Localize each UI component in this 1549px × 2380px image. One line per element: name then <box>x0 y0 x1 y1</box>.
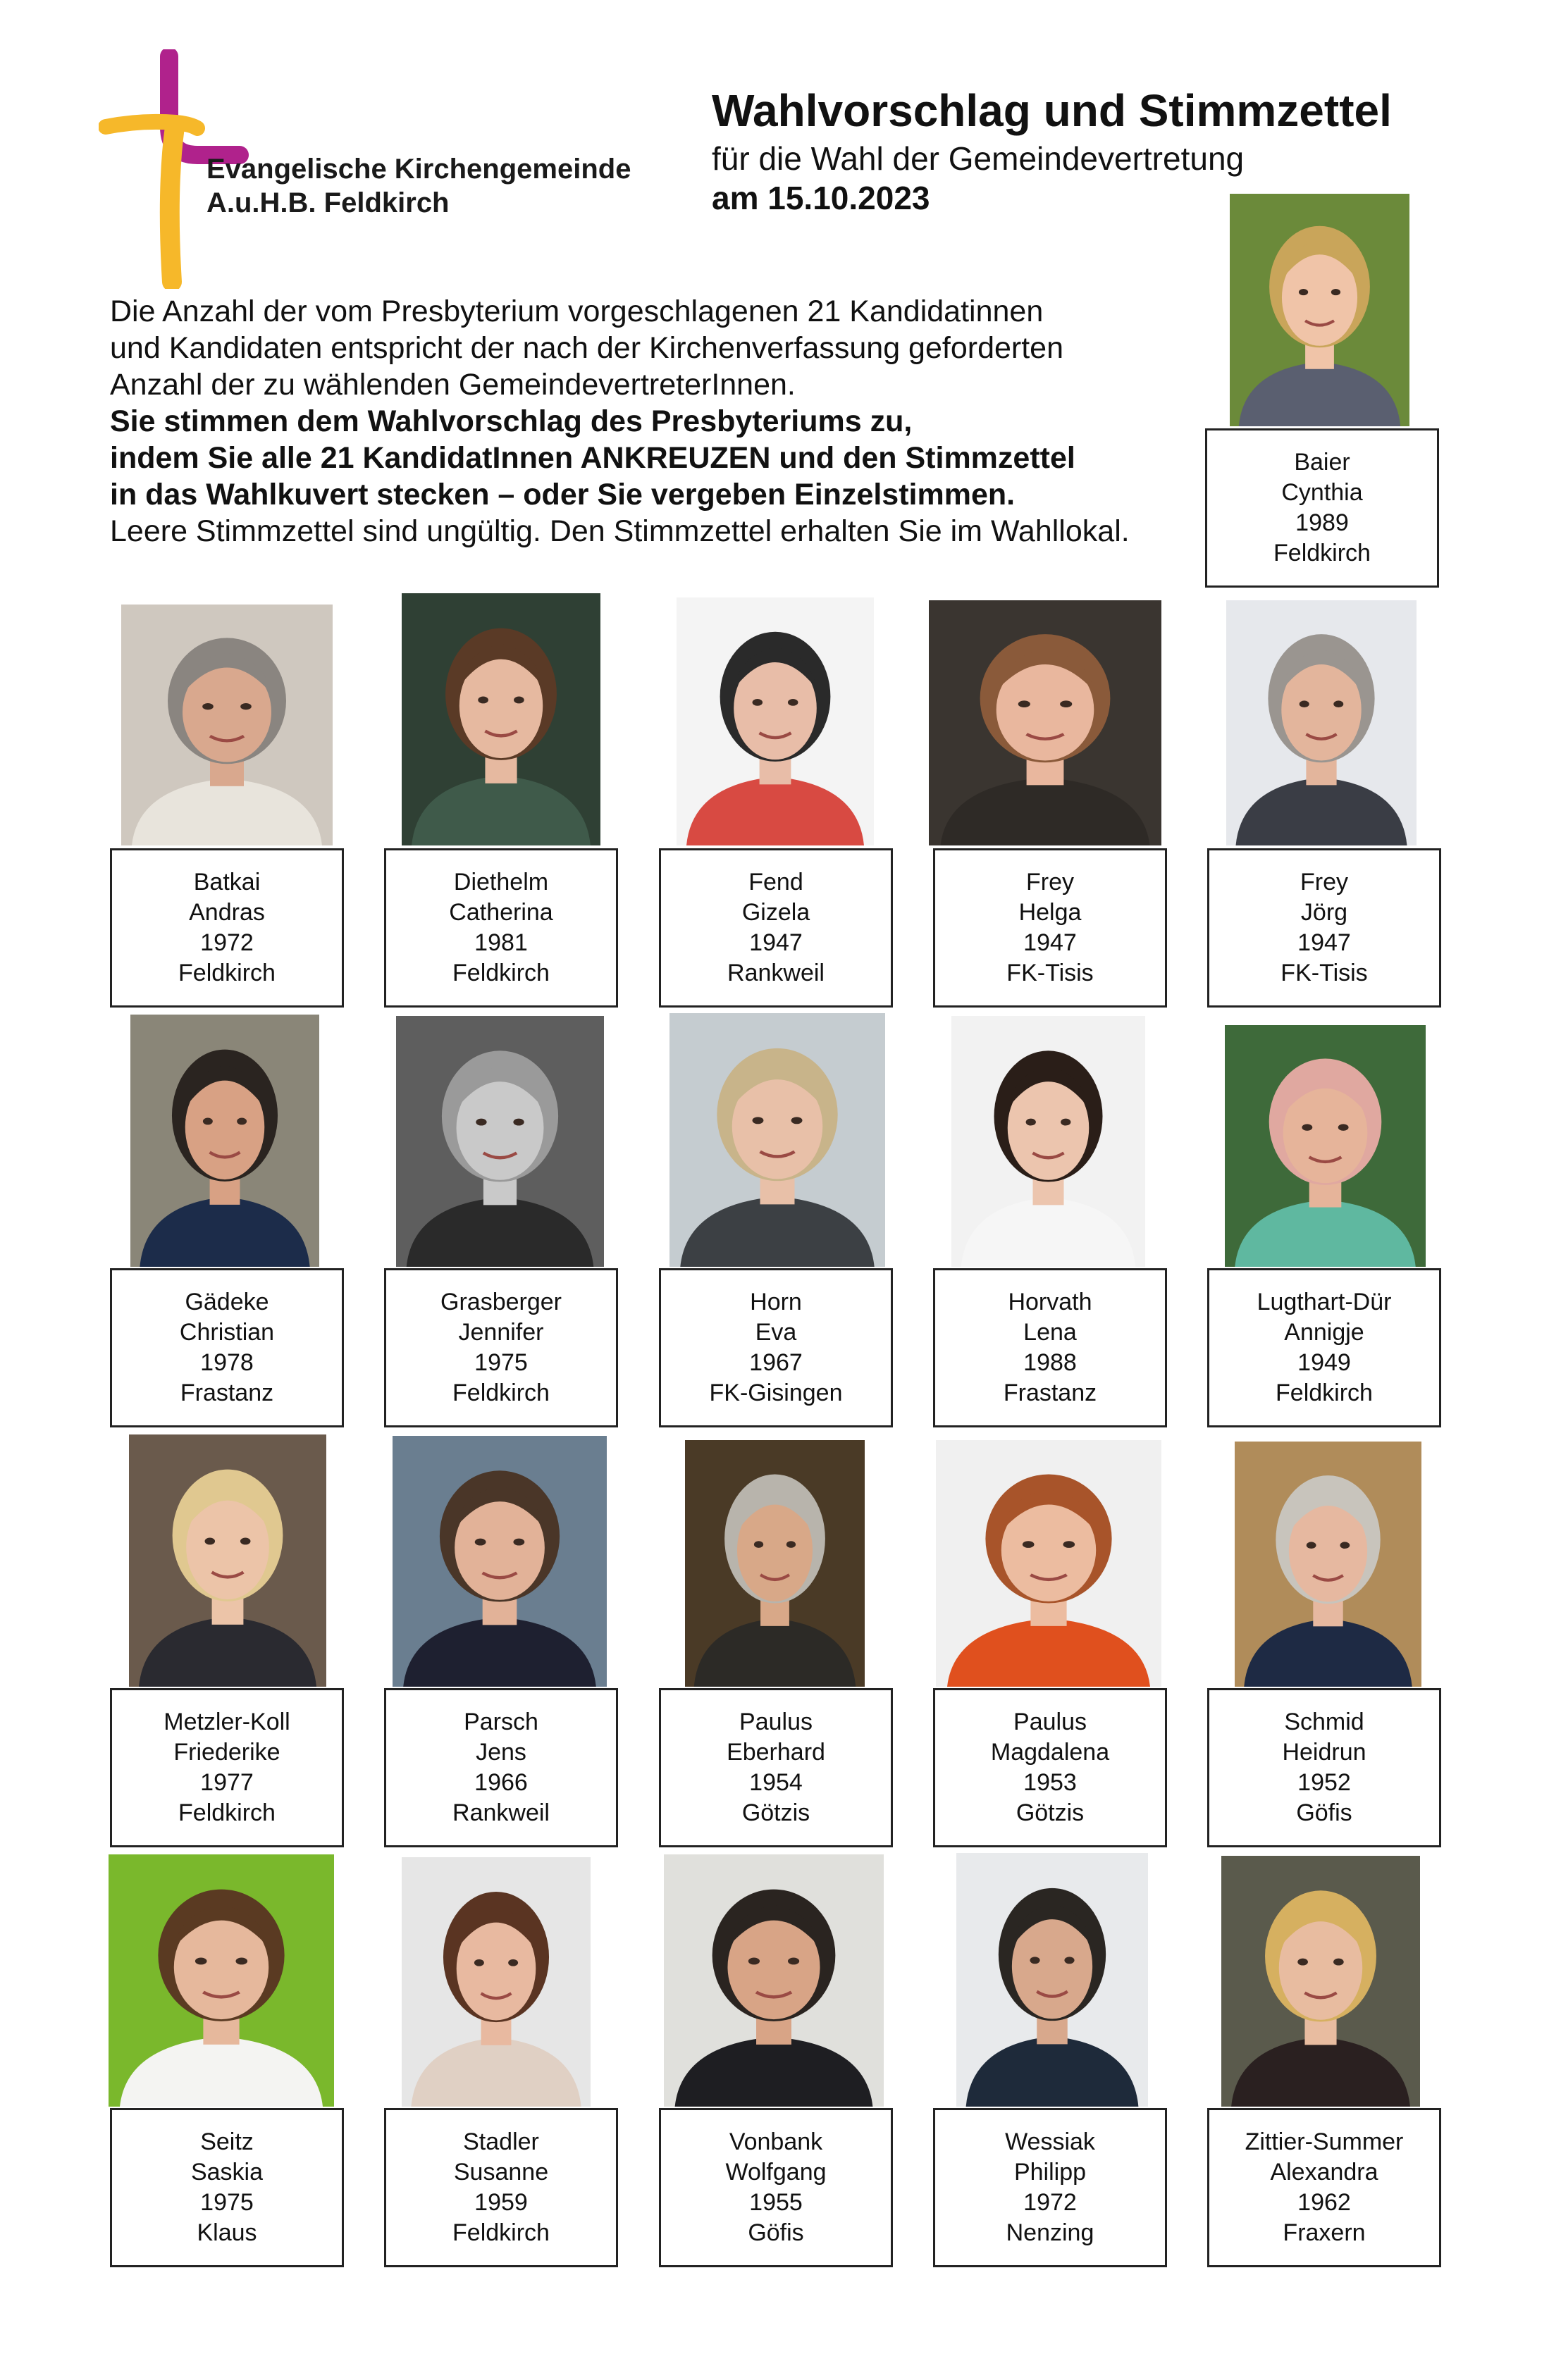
candidate-name-box[interactable] <box>1207 848 1441 1008</box>
candidate-name-box[interactable] <box>1207 2108 1441 2267</box>
candidate-name-box[interactable] <box>659 848 893 1008</box>
intro-line: Die Anzahl der vom Presbyterium vorgeschlagenen 21 Kandidatinnen <box>110 295 1044 328</box>
candidate-photo <box>1221 1856 1420 2107</box>
portrait-icon <box>109 1854 334 2107</box>
organization-name <box>206 152 631 220</box>
candidate-photo <box>121 605 333 845</box>
candidate-name-box[interactable] <box>659 1688 893 1847</box>
candidate-birth-year: 1972 <box>200 929 254 956</box>
candidate-photo <box>402 593 600 845</box>
candidate-place: Feldkirch <box>1273 540 1371 566</box>
candidate-first-name: Magdalena <box>990 1739 1110 1766</box>
candidate-photo <box>929 600 1161 845</box>
candidate-first-name: Helga <box>1018 899 1082 926</box>
portrait-icon <box>929 600 1161 845</box>
candidate-name-box[interactable] <box>384 2108 618 2267</box>
candidate-name-box[interactable] <box>110 848 344 1008</box>
portrait-icon <box>1230 194 1409 426</box>
election-date: am 15.10.2023 <box>712 180 930 216</box>
portrait-icon <box>936 1440 1161 1687</box>
intro-bold-line: Sie stimmen dem Wahlvorschlag des Presbyteriums zu, <box>110 404 913 438</box>
candidate-last-name: Frey <box>1300 869 1348 895</box>
candidate-name-box[interactable] <box>1207 1268 1441 1427</box>
intro-bold-line: in das Wahlkuvert stecken – oder Sie vergeben Einzelstimmen. <box>110 478 1016 512</box>
candidate-place: FK-Tisis <box>1280 960 1368 986</box>
candidate-place: FK-Gisingen <box>709 1380 843 1406</box>
candidate-last-name: Grasberger <box>440 1289 562 1315</box>
candidate-birth-year: 1988 <box>1023 1349 1077 1376</box>
candidate-last-name: Schmid <box>1284 1709 1364 1735</box>
candidate-name-box[interactable] <box>384 1268 618 1427</box>
candidate-place: Rankweil <box>727 960 825 986</box>
candidate-first-name: Friederike <box>173 1739 280 1766</box>
candidate-birth-year: 1955 <box>749 2189 803 2216</box>
candidate-birth-year: 1952 <box>1297 1769 1351 1796</box>
candidate-photo <box>1226 600 1417 845</box>
portrait-icon <box>121 605 333 845</box>
candidate-place: Nenzing <box>1006 2219 1094 2246</box>
candidate-name-box[interactable] <box>933 848 1167 1008</box>
intro-line: Anzahl der zu wählenden GemeindevertreterInnen. <box>110 368 796 402</box>
candidate-first-name: Alexandra <box>1270 2159 1378 2186</box>
candidate-last-name: Lugthart-Dür <box>1257 1289 1392 1315</box>
page-title: Wahlvorschlag und Stimmzettel <box>712 85 1392 136</box>
candidate-photo <box>396 1016 604 1267</box>
candidate-first-name: Lena <box>1023 1319 1077 1346</box>
candidate-first-name: Andras <box>189 899 265 926</box>
org-line-2: A.u.H.B. Feldkirch <box>206 187 450 218</box>
candidate-photo <box>393 1436 607 1687</box>
portrait-icon <box>664 1854 884 2107</box>
candidate-birth-year: 1962 <box>1297 2189 1351 2216</box>
candidate-first-name: Jennifer <box>458 1319 544 1346</box>
candidate-place: Feldkirch <box>452 2219 550 2246</box>
candidate-last-name: Gädeke <box>185 1289 269 1315</box>
candidate-place: Göfis <box>748 2219 804 2246</box>
candidate-photo <box>685 1440 865 1687</box>
candidate-last-name: Metzler-Koll <box>163 1709 290 1735</box>
candidate-name-box[interactable] <box>110 1688 344 1847</box>
candidate-last-name: Parsch <box>464 1709 538 1735</box>
candidate-name-box[interactable] <box>1205 428 1439 588</box>
candidate-first-name: Saskia <box>190 2159 264 2186</box>
candidate-last-name: Batkai <box>193 869 261 895</box>
candidate-birth-year: 1947 <box>1297 929 1351 956</box>
candidate-photo <box>129 1434 326 1687</box>
candidate-last-name: Frey <box>1026 869 1074 895</box>
candidate-birth-year: 1949 <box>1297 1349 1351 1376</box>
candidate-photo <box>109 1854 334 2107</box>
candidate-photo <box>1225 1025 1426 1267</box>
candidate-birth-year: 1947 <box>749 929 803 956</box>
candidate-first-name: Annigje <box>1284 1319 1364 1346</box>
candidate-name-box[interactable] <box>1207 1688 1441 1847</box>
candidate-last-name: Baier <box>1294 449 1350 476</box>
candidate-place: Rankweil <box>452 1799 550 1826</box>
candidate-first-name: Christian <box>179 1319 275 1346</box>
portrait-icon <box>1221 1856 1420 2107</box>
candidate-name-box[interactable] <box>110 1268 344 1427</box>
candidate-place: Götzis <box>741 1799 810 1826</box>
portrait-icon <box>129 1434 326 1687</box>
candidate-first-name: Heidrun <box>1282 1739 1366 1766</box>
candidate-photo <box>1235 1442 1421 1687</box>
candidate-last-name: Wessiak <box>1005 2128 1095 2155</box>
candidate-name-box[interactable] <box>110 2108 344 2267</box>
candidate-birth-year: 1977 <box>200 1769 254 1796</box>
candidate-photo <box>936 1440 1161 1687</box>
candidate-photo <box>956 1853 1148 2107</box>
candidate-last-name: Horvath <box>1008 1289 1092 1315</box>
portrait-icon <box>402 1857 591 2107</box>
candidate-birth-year: 1953 <box>1023 1769 1077 1796</box>
candidate-place: Feldkirch <box>452 1380 550 1406</box>
candidate-name-box[interactable] <box>933 2108 1167 2267</box>
candidate-last-name: Zittier-Summer <box>1245 2128 1404 2155</box>
candidate-name-box[interactable] <box>933 1268 1167 1427</box>
candidate-photo <box>664 1854 884 2107</box>
candidate-birth-year: 1966 <box>474 1769 528 1796</box>
candidate-place: Feldkirch <box>452 960 550 986</box>
candidate-place: Götzis <box>1016 1799 1085 1826</box>
portrait-icon <box>951 1016 1145 1267</box>
candidate-first-name: Jens <box>476 1739 526 1766</box>
candidate-last-name: Stadler <box>463 2128 539 2155</box>
candidate-last-name: Fend <box>748 869 803 895</box>
candidate-first-name: Jörg <box>1300 899 1348 926</box>
candidate-place: Feldkirch <box>178 960 276 986</box>
candidate-birth-year: 1972 <box>1023 2189 1077 2216</box>
portrait-icon <box>393 1436 607 1687</box>
portrait-icon <box>956 1853 1148 2107</box>
candidate-birth-year: 1975 <box>474 1349 528 1376</box>
candidate-last-name: Paulus <box>1013 1709 1087 1735</box>
portrait-icon <box>396 1016 604 1267</box>
candidate-last-name: Diethelm <box>453 869 549 895</box>
candidate-first-name: Philipp <box>1013 2159 1087 2186</box>
candidate-first-name: Catherina <box>449 899 553 926</box>
candidate-last-name: Vonbank <box>729 2128 823 2155</box>
intro-line: und Kandidaten entspricht der nach der Kirchenverfassung geforderten <box>110 331 1063 365</box>
candidate-birth-year: 1947 <box>1023 929 1077 956</box>
portrait-icon <box>402 593 600 845</box>
candidate-last-name: Horn <box>750 1289 802 1315</box>
candidate-place: Feldkirch <box>1276 1380 1373 1406</box>
candidate-birth-year: 1967 <box>749 1349 803 1376</box>
candidate-last-name: Seitz <box>200 2128 254 2155</box>
candidate-place: Frastanz <box>1003 1380 1097 1406</box>
candidate-name-box[interactable] <box>933 1688 1167 1847</box>
portrait-icon <box>685 1440 865 1687</box>
org-line-1: Evangelische Kirchengemeinde <box>206 154 631 185</box>
candidate-name-box[interactable] <box>384 848 618 1008</box>
candidate-birth-year: 1978 <box>200 1349 254 1376</box>
candidate-birth-year: 1989 <box>1295 509 1349 536</box>
candidate-name-box[interactable] <box>384 1688 618 1847</box>
candidate-first-name: Eberhard <box>727 1739 825 1766</box>
candidate-first-name: Wolfgang <box>725 2159 827 2186</box>
portrait-icon <box>1226 600 1417 845</box>
portrait-icon <box>677 597 874 845</box>
portrait-icon <box>1235 1442 1421 1687</box>
candidate-first-name: Eva <box>755 1319 797 1346</box>
portrait-icon <box>130 1015 319 1267</box>
candidate-first-name: Susanne <box>453 2159 549 2186</box>
candidate-photo <box>677 597 874 845</box>
intro-text <box>110 293 1209 550</box>
candidate-last-name: Paulus <box>739 1709 813 1735</box>
candidate-place: FK-Tisis <box>1006 960 1094 986</box>
candidate-place: Klaus <box>197 2219 257 2246</box>
candidate-birth-year: 1954 <box>749 1769 803 1796</box>
candidate-photo <box>951 1016 1145 1267</box>
candidate-place: Fraxern <box>1283 2219 1366 2246</box>
page-subtitle: für die Wahl der Gemeindevertretung <box>712 140 1245 177</box>
candidate-photo <box>669 1013 885 1267</box>
intro-bold-line: indem Sie alle 21 KandidatInnen ANKREUZEN und den Stimmzettel <box>110 441 1075 475</box>
portrait-icon <box>1225 1025 1426 1267</box>
candidate-first-name: Gizela <box>741 899 810 926</box>
candidate-name-box[interactable] <box>659 2108 893 2267</box>
portrait-icon <box>669 1013 885 1267</box>
candidate-photo <box>1230 194 1409 426</box>
candidate-first-name: Cynthia <box>1281 479 1363 506</box>
candidate-birth-year: 1975 <box>200 2189 254 2216</box>
candidate-birth-year: 1959 <box>474 2189 528 2216</box>
candidate-photo <box>130 1015 319 1267</box>
candidate-place: Frastanz <box>180 1380 274 1406</box>
candidate-name-box[interactable] <box>659 1268 893 1427</box>
intro-line: Leere Stimmzettel sind ungültig. Den Stimmzettel erhalten Sie im Wahllokal. <box>110 514 1130 548</box>
candidate-place: Feldkirch <box>178 1799 276 1826</box>
candidate-photo <box>402 1857 591 2107</box>
candidate-birth-year: 1981 <box>474 929 528 956</box>
candidate-place: Göfis <box>1296 1799 1352 1826</box>
